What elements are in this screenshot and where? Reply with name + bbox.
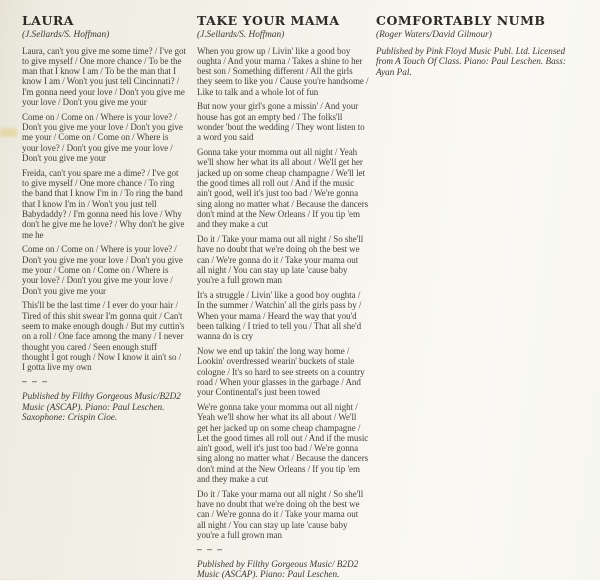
publishing-note-take-your-mama: Published by Filthy Gorgeous Music/ B2D2 Music (ASCAP). Piano: Paul Leschen.: [197, 558, 359, 580]
separator-dashes: – – –: [197, 544, 224, 555]
lyrics-paragraph: But now your girl's gone a missin' / And your house has got an empty bed / The folks'll wonder 'bout the wedding / They wont listen to a word you said: [197, 101, 365, 143]
lyrics-paragraph: We're gonna take your momma out all night / Yeah we'll show her what its all about / We'll get her jacked up on some cheap champagne / Let the good times all roll out / And if the music ain't good, well it's just too bad / We're gonna sing along no matter what / Because the dancers don't mind at the New Orleans / If you tip 'em and they make a cut: [197, 402, 369, 485]
lyrics-paragraph: Freida, can't you spare me a dime? / I've got to give myself / One more chance / To ring the band that I know I'm in / To ring the band that I know I'm in / Won't you just tell Babydaddy? / I'm gonna need his love / Why don't he give me he love? / Why don't he give me he: [22, 167, 185, 240]
lyrics-paragraph: It's a struggle / Livin' like a good boy oughta / In the summer / Watchin' all the girls pass by / When your mama / Heard the way that you'd been talking / I tried to tell you / That all she'd wanna do is cry: [197, 290, 362, 342]
song-column-laura: [22, 13, 186, 423]
lyrics-paragraph: Come on / Come on / Where is your love? / Don't you give me your love / Don't you give me your / Come on / Come on / Where is your love? / Don't you give me your love / Don't you give me your: [22, 244, 183, 296]
songwriter-credit-comfortably-numb: (Roger Waters/David Gilmour): [376, 30, 492, 40]
lyrics-paragraph: Laura, can't you give me some time? / I've got to give myself / One more chance / To be the man that I know I am / To be the man that I know I am / Won't you just tell Cincinnati? / I'm gonna need your love / Don't you give me your love / Don't you give me your: [22, 45, 186, 107]
songwriter-credit-laura: (J.Sellards/S. Hoffman): [22, 30, 110, 40]
song-title-laura: LAURA: [22, 13, 74, 28]
lyrics-paragraph: This'll be the last time / I ever do your hair / Tired of this shit swear I'm gonna quit / Can't seem to make enough dough / But my cuttin's on a roll / One face among the many / I never thought you cared / Seen enough stuff thought I got rough / Now I know it ain't so / I gotta live my own: [22, 300, 185, 373]
songwriter-credit-take-your-mama: (J.Sellards/S. Hoffman): [197, 30, 285, 40]
publishing-note-laura: Published by Filthy Gorgeous Music/B2D2 Music (ASCAP). Piano: Paul Leschen. Saxophone: Crispin Cioe.: [22, 390, 181, 423]
lyrics-paragraph: When you grow up / Livin' like a good boy oughta / And your mama / Takes a shine to her best son / Something different / All the girls they seem to like you / Cause you're handsome / Like to talk and a whole lot of fun: [197, 45, 369, 97]
lyrics-paragraph: Do it / Take your mama out all night / So she'll have no doubt that we're doing oh the best we can / We're gonna do it / Take your mama out all night / You can stay up late 'cause baby you're a full grown man: [197, 234, 364, 286]
publishing-note-comfortably-numb: Published by Pink Floyd Music Publ. Ltd. Licensed from A Touch Of Class. Piano: Paul Leschen. Bass: Ayan Pal.: [376, 45, 566, 77]
scan-artifact-smudge: [0, 128, 17, 137]
song-column-comfortably-numb: [376, 13, 574, 77]
lyrics-paragraph: Gonna take your momma out all night / Yeah we'll show her what its all about / We'll get her jacked up on some cheap champagne / We'll let the good times all roll out / And if the music ain't good, well it's just too bad / We're gonna sing along no matter what / Because the dancers don't mind at the New Orleans / If you tip 'em and they make a cut: [197, 147, 369, 230]
lyrics-paragraph: Do it / Take your mama out all night / So she'll have no doubt that we're doing oh the best we can / We're gonna do it / Take your mama out all night / You can stay up late 'cause baby you're a full grown man: [197, 488, 364, 541]
song-title-comfortably-numb: COMFORTABLY NUMB: [376, 13, 546, 28]
separator-dashes: – – –: [22, 376, 49, 387]
song-title-take-your-mama: TAKE YOUR MAMA: [197, 13, 340, 28]
lyrics-paragraph: Come on / Come on / Where is your love? / Don't you give me your love / Don't you give me your / Come on / Come on / Where is your love? / Don't you give me your love / Don't you give me your: [22, 111, 183, 163]
song-column-take-your-mama: [197, 13, 369, 580]
lyrics-paragraph: Now we end up takin' the long way home / Lookin' overdressed wearin' buckets of stale cologne / It's so hard to see streets on a country road / When your glasses in the garbage / And your Continental's just been towed: [197, 346, 365, 398]
